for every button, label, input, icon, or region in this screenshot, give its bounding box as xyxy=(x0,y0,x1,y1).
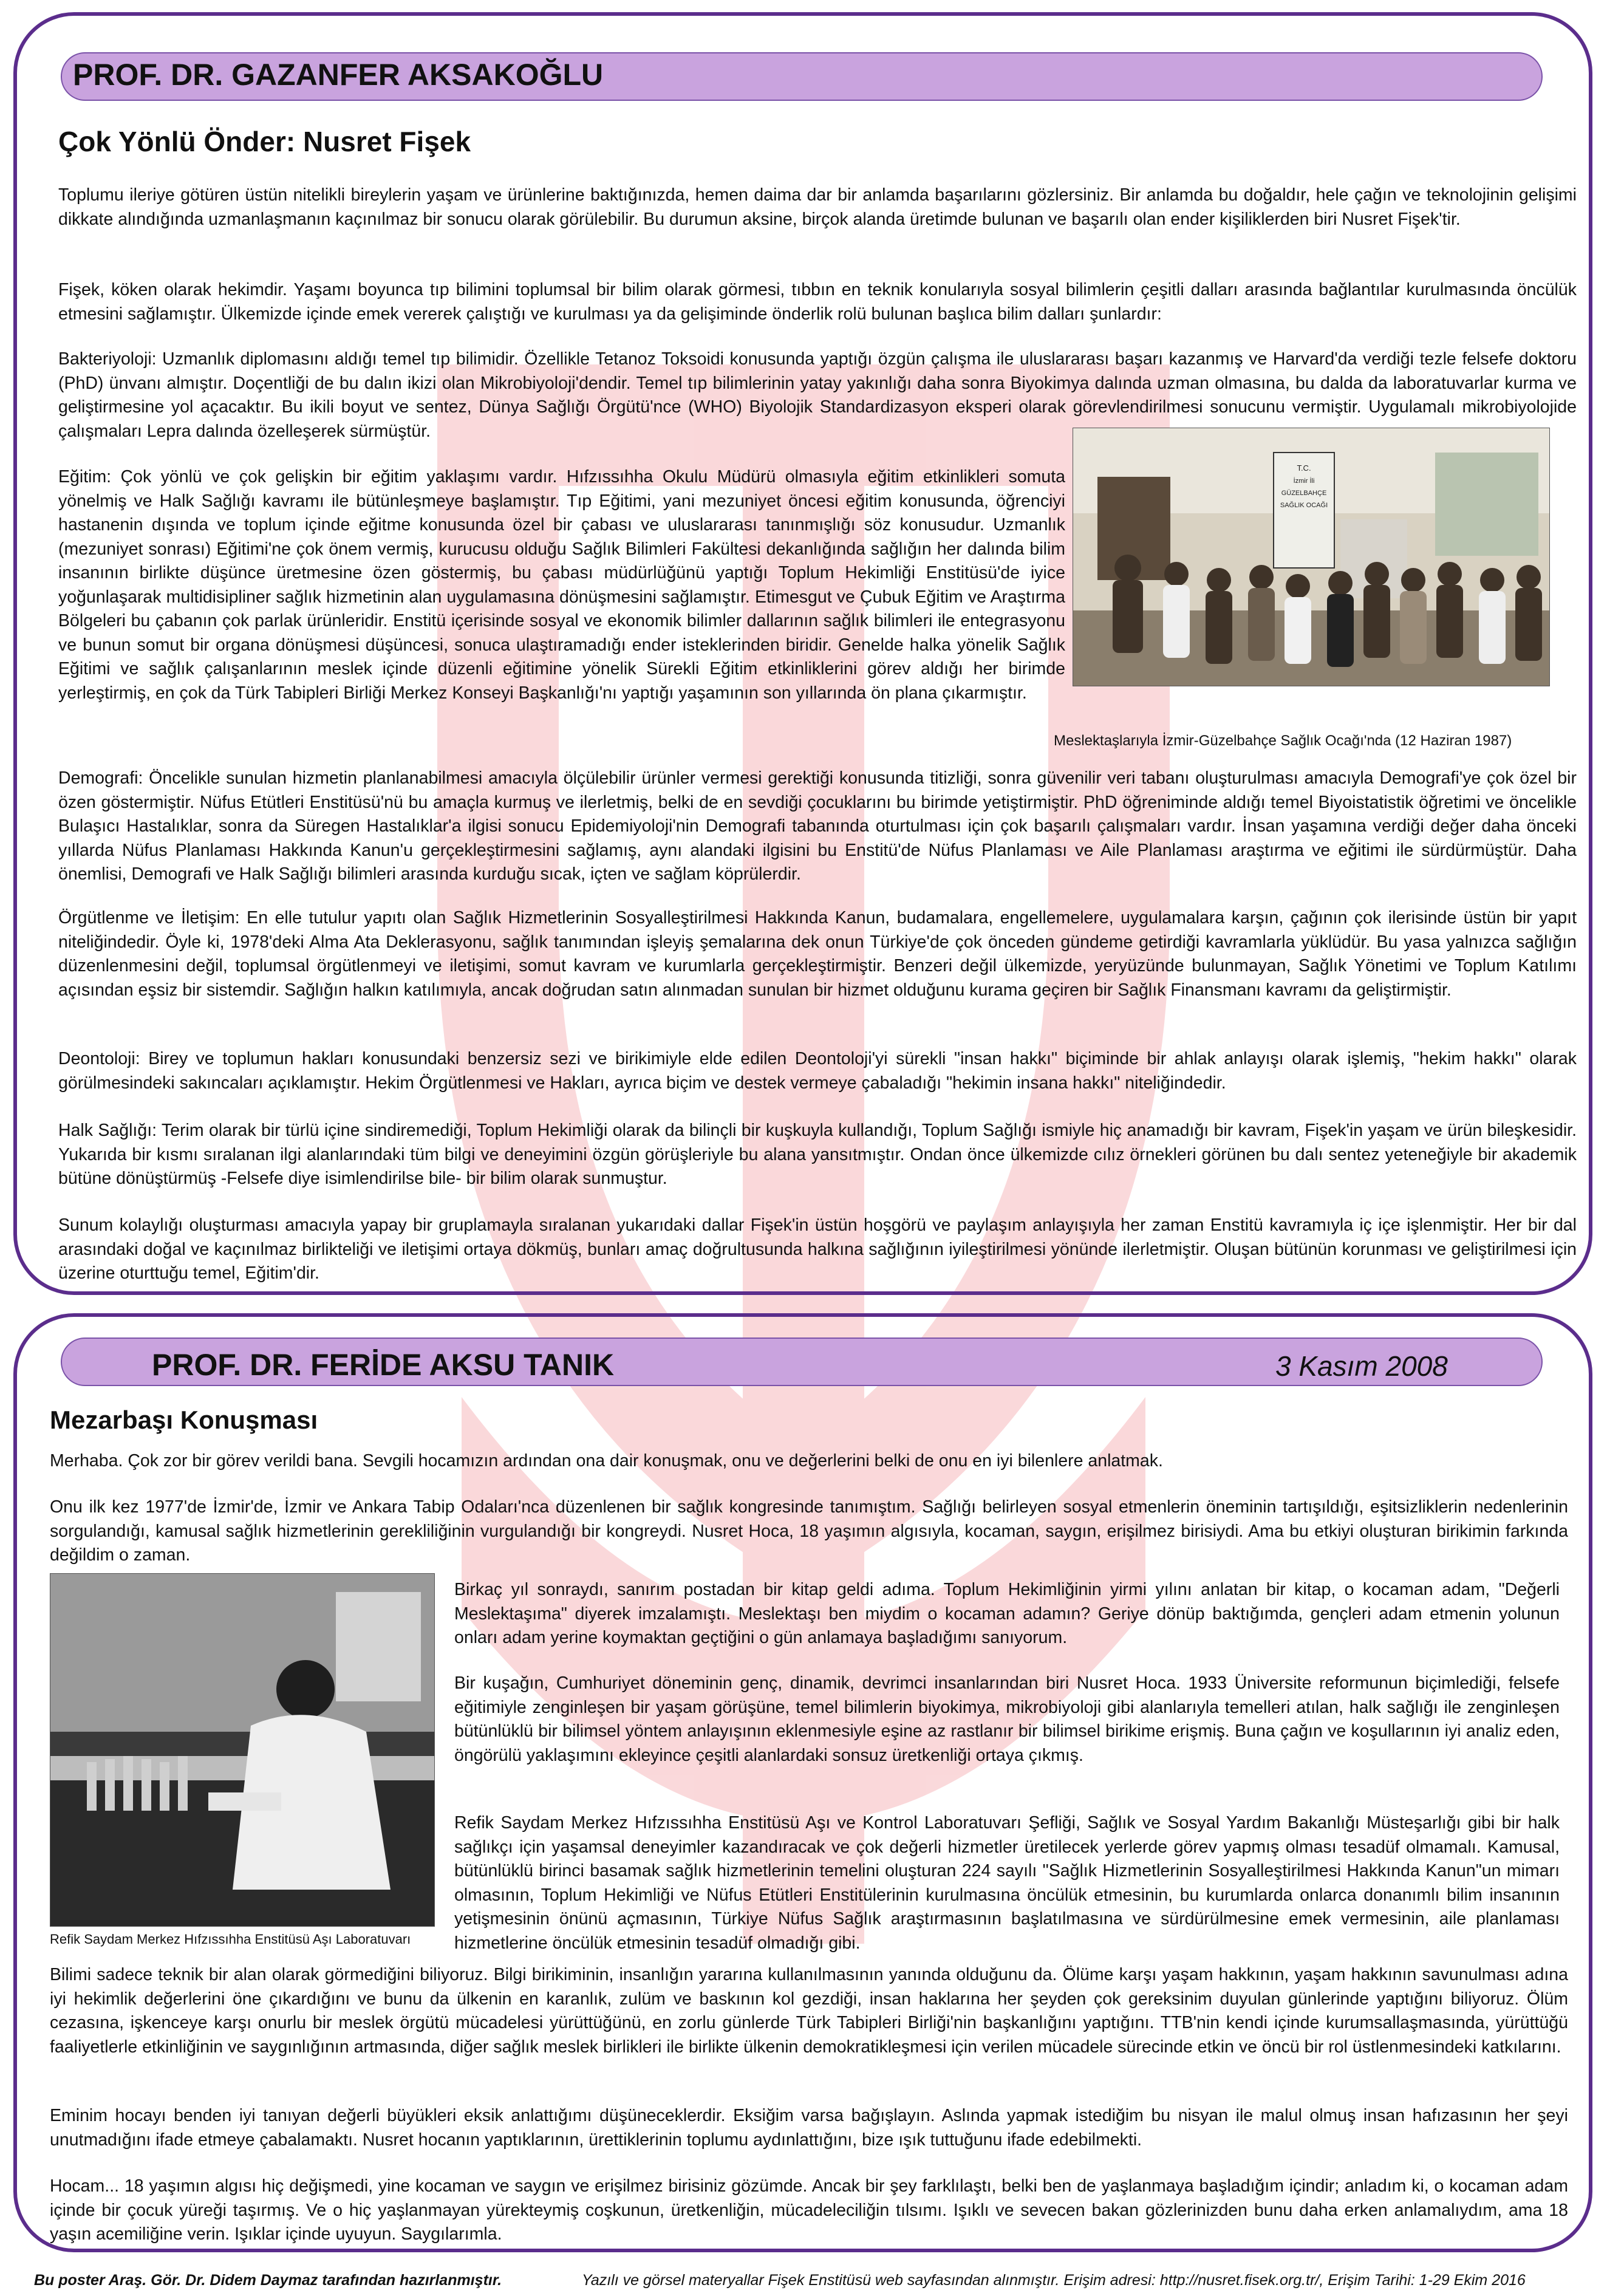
section-2-subtitle: Mezarbaşı Konuşması xyxy=(50,1406,318,1434)
section-1-paragraph: Halk Sağlığı: Terim olarak bir türlü içine sindiremediği, Toplum Hekimliği olarak da bilinçli bir kuşkuyla kullandığı, Toplum Sağlığı ismiyle hiç anamadığı bir kavram, Fişek'in yaşam ve ürün bileşkesidir. Yukarıda bir kısmı sıralanan ilgi alanlarındaki tüm bilgi ve deneyimini özgün görüşleriyle bu alana yansıtmıştır. Ondan önce ülkemizde cılız örnekleri görünen bu dalı sentez yeteneğiyle bir akademik bütüne dönüştürmüş -Felsefe diye isimlendirilse bile- bir bilim olarak sunmuştur. xyxy=(58,1121,1577,1188)
sign-text-line-3: GÜZELBAHÇE xyxy=(1281,490,1327,497)
section-2-author-name: PROF. DR. FERİDE AKSU TANIK xyxy=(152,1348,615,1382)
section-1-subtitle: Çok Yönlü Önder: Nusret Fişek xyxy=(58,126,471,157)
group-photo xyxy=(1073,428,1550,686)
section-2-paragraph: Refik Saydam Merkez Hıfzıssıhha Enstitüsü Aşı ve Kontrol Laboratuvarı Şefliği, Sağlık ve Sosyal Yardım Bakanlığı Müsteşarlığı gibi bir halk sağlıkçı için yaşamsal deneyimler kazandıracak ve çok değerli hizmetler üretilecek yerlerde görev yapmış olması tesadüf olmamalı. Kamusal, bütünlüklü birinci basamak sağlık hizmetlerinin temelini oluşturan 224 sayılı "Sağlık Hizmetlerinin Sosyalleştirilmesi Hakkında Kanun"un mimarı olmasının, Toplum Hekimliği ve Nüfus Etütleri Enstitülerinin kurulmasına öncülük etmesinin, bu kurumlarda onlarca donanımlı bilim insanının yetişmesinin önünü açmasının, Türkiye Nüfus Sağlık araştırmasının başlatılmasına ve sürdürülmesine emek vermesinin, aile planlaması hizmetlerine öncülük etmesinin tesadüf olmadığı gibi. xyxy=(454,1813,1560,1953)
section-1-paragraph: Demografi: Öncelikle sunulan hizmetin planlanabilmesi amacıyla ölçülebilir ürünler vermesi gerektiği konusunda titizliği, sonra güvenilir veri tabanı oluşturulması amacıyla Demografi'ye çok özel bir özen göstermiştir. Nüfus Etütleri Enstitüsü'nü bu amaçla kurmuş ve ilerletmiş, belki de en sevdiği çocuklarını bu birimde yetiştirmiştir. PhD öğreniminde aldığı temel Biyoistatistik öğretimi ve öncelikle Bulaşıcı Hastalıklar, sonra da Süregen Hastalıklar'a ilgisi sonucu Epidemiyoloji'nin Demografi tabanında oturtulması için çok başarılı çalışmaları vardır. İnsan yaşamına verdiği değer daha önceki yıllarda Nüfus Planlaması Hakkında Kanun'u gerçekleştirmesini sağlamış, aynı alandaki ilgisini bu Enstitü'de Nüfus Planlaması ve Aile Planlaması araştırma ve eğitimi ile sürdürmüştür. Daha önemlisi, Demografi ve Halk Sağlığı bilimleri arasında kurduğu sıcak, içten ve sağlam köprülerdir. xyxy=(58,768,1577,884)
sign-text-line-4: SAĞLIK OCAĞI xyxy=(1280,502,1328,509)
section-2-paragraph: Bilimi sadece teknik bir alan olarak görmediğini biliyoruz. Bilgi birikiminin, insanlığın yararına kullanılmasının yanında olduğunu da. Ölüme karşı yaşam hakkının, yaşam hakkının savunulması adına iyi hekimlik değerlerini öne çıkardığını ve bunu da ülkenin en karanlık, zulüm ve baskının kol gezdiği, insan haklarına her şeyden çok gereksinim duyulan günlerinde yaptığını biliyoruz. Ölüm cezasına, işkenceye karşı onurlu bir meslek örgütü mücadelesi yürüttüğünü, en zorlu günlerde Türk Tabipleri Birliği'nin başkanlığını yaptığını. TTB'nin kendi içinde kurumsallaşmasında, yürüttüğü faaliyetlerle etkinliğinin ve saygınlığının artmasında, diğer sağlık meslek birlikleri ile birlikte ülkenin demokratikleşmesi için verilen mücadele sürecinde etkin ve öncü bir rol üstlenmesindeki katkılarını. xyxy=(50,1965,1568,2057)
section-1-paragraph: Fişek, köken olarak hekimdir. Yaşamı boyunca tıp bilimini toplumsal bir bilim olarak görmesi, tıbbın en teknik konularıyla sosyal bilimlerin çeşitli dalları arasında bağlantılar kurulmasında öncülük etmesini sağlamıştır. Ülkemizde içinde emek vererek çalıştığı ve kurulması ya da gelişiminde önderlik rolü bulunan başlıca bilim dalları şunlardır: xyxy=(58,280,1577,324)
section-2-paragraph: Merhaba. Çok zor bir görev verildi bana. Sevgili hocamızın ardından ona dair konuşmak, onu ve değerlerini belki de onu en iyi bilenlere anlatmak. xyxy=(50,1451,1163,1471)
section-1-paragraph: Örgütlenme ve İletişim: En elle tutulur yapıtı olan Sağlık Hizmetlerinin Sosyalleştirilmesi Hakkında Kanun, budamalara, engellemelere, uygulamalara karşın, çağının çok ilerisinde üstün bir yapıt niteliğindedir. Öyle ki, 1978'deki Alma Ata Deklerasyonu, sağlık tanımından işleyiş şemalarına dek onun Türkiye'de çok önceden gündeme getirdiği kavramlarla yüklüdür. Bu yasa yalnızca sağlığın düzenlenmesini değil, toplumsal örgütlenmeyi ve iletişimi, somut kavram ve kurumlarla gerçekleştirmiştir. Benzeri değil ülkemizde, yeryüzünde bulunmayan, Sağlık Yönetimi ve Toplum Katılımı açısından eşsiz bir sistemdir. Sağlığın halkın katılımıyla, ancak doğrudan satın alınmadan sunulan bir hizmet olduğunu kurama geçiren bir Sağlık Finansmanı kavramı da geliştirmiştir. xyxy=(58,908,1577,1000)
footer-credit: Bu poster Araş. Gör. Dr. Didem Daymaz tarafından hazırlanmıştır. xyxy=(34,2272,502,2289)
section-2-paragraph: Onu ilk kez 1977'de İzmir'de, İzmir ve Ankara Tabip Odaları'nca düzenlenen bir sağlık kongresinde tanımıştım. Sağlığı belirleyen sosyal etmenlerin öneminin tartışıldığı, eşitsizliklerin nedenlerinin sorgulandığı, kamusal sağlık hizmetlerinin gerekliliğinin vurgulandığı bir kongreydi. Nusret Hoca, 18 yaşımın algısıyla, kocaman, saygın, erişilmez birisiydi. Ama bu etkiyi oluşturan birikimin farkında değildim o zaman. xyxy=(50,1497,1568,1565)
section-2-paragraph: Eminim hocayı benden iyi tanıyan değerli büyükleri eksik anlattığımı düşüneceklerdir. Eksiğim varsa bağışlayın. Aslında yapmak istediğim bu nisyan ile malul olmuş insan hafızasının her şeyi unutmadığını ifade etmeye çabalamaktı. Nusret hocanın yaptıklarının, ürettiklerinin toplumu aydınlattığını, bize ışık tuttuğunu ifade edebilmekti. xyxy=(50,2106,1568,2150)
section-2-paragraph: Hocam... 18 yaşımın algısı hiç değişmedi, yine kocaman ve saygın ve erişilmez birisiniz gözümde. Ancak bir şey farklılaştı, belki ben de yaşlanmaya başladığım içindir; anladım ki, o kocaman adam içinde bir çocuk yüreği taşırmış. Ve o hiç yaşlanmayan yürekteymiş coşkunun, üretkenliğin, mücadeleciliğin tılsımı. Işıklı ve sevecen bakan gözlerinizden bunu daha erken anlamalıydım, ama 18 yaşın acemiliğine verin. Işıklar içinde uyuyun. Saygılarımla. xyxy=(50,2176,1568,2244)
section-1-paragraph: Bakteriyoloji: Uzmanlık diplomasını aldığı temel tıp bilimidir. Özellikle Tetanoz Toksoidi konusunda yaptığı özgün çalışma ile uluslararası başarı kazanmış ve Harvard'da verdiği tezle felsefe doktoru (PhD) ünvanı almıştır. Doçentliği de bu dalın ikizi olan Mikrobiyoloji'dendir. Temel tıp bilimlerinin yatay yakınlığı daha sonra Biyokimya dalında uzman olmasına, bu dalda da laboratuvarlar kurma ve geliştirmesine yol açacaktır. Bu ikili boyut ve sentez, Dünya Sağlığı Örgütü'nce (WHO) Biyolojik Standardizasyon eksperi olarak görevlendirilmesi sonucunu vermiştir. Uygulamalı mikrobiyolojide çalışmaları Lepra dalında özelleşerek sürmüştür. xyxy=(58,349,1577,441)
section-1-paragraph: Deontoloji: Birey ve toplumun hakları konusundaki benzersiz sezi ve birikimiyle elde edilen Deontoloji'yi sürekli "insan hakkı" biçiminde bir ahlak anlayışı olarak işlemiş, "hekim hakkı" olarak görülmesindeki sakıncaları açıklamıştır. Hekim Örgütlenmesi ve Hakları, ayrıca biçim ve destek vermeye çabaladığı "hekimin insana hakkı" niteliğindedir. xyxy=(58,1049,1577,1093)
sign-text-line-1: T.C. xyxy=(1297,463,1311,473)
sign-text-line-2: İzmir İli xyxy=(1293,477,1315,485)
section-2-paragraph: Bir kuşağın, Cumhuriyet döneminin genç, dinamik, devrimci insanlarından biri Nusret Hoca. 1933 Üniversite reformunun biçimlediği, felsefe eğitimiyle zenginleşen bir yaşam görüşüne, temel bilimlerin biyokimya, mikrobiyoloji gibi alanlarıyla temelleri atılan, halk sağlığı ile zenginleşen bütünlüklü bir bilimsel yöntem anlayışının eklenmesiyle eşine az rastlanır bir bilimsel birikime erişmiş. Buna çağın ve koşullarının iyi analiz eden, öngörülü yaklaşımını ekleyince çeşitli alanlardaki sonsuz üretkenliği ortaya çıkmış. xyxy=(454,1673,1560,1765)
footer-source: Yazılı ve görsel materyallar Fişek Enstitüsü web sayfasından alınmıştır. Erişim adresi: http://nusret.fisek.org.tr/, Erişim Tarihi: 1-29 Ekim 2016 xyxy=(582,2272,1526,2289)
laboratory-photo-caption: Refik Saydam Merkez Hıfzıssıhha Enstitüsü Aşı Laboratuvarı xyxy=(50,1932,411,1947)
section-1-paragraph: Eğitim: Çok yönlü ve çok gelişkin bir eğitim yaklaşımı vardır. Hıfzıssıhha Okulu Müdürü olmasıyla eğitim etkinlikleri somuta yönelmiş ve Halk Sağlığı kavramı ile bütünleşmeye başlamıştır. Tıp Eğitimi, yani mezuniyet öncesi eğitim konusunda, öğrenciyi hastanenin dışında ve toplum içinde eğitme konusunda özel bir çabası ve uluslararası tanınmışlığı söz konusudur. Uzmanlık (mezuniyet sonrası) Eğitimi'ne çok önem vermiş, kurucusu olduğu Sağlık Bilimleri Fakültesi dekanlığında sağlığın her dalında bilim insanının birlikte düşünce üretmesine özen göstermiş, bu çabası müdürlüğünü yaptığı Toplum Hekimliği Enstitüsü'de iyice yoğunlaşarak multidisipliner sağlık hizmetinin alan uygulamasına dönüşmesini sağlamıştır. Etimesgut ve Çubuk Eğitim ve Araştırma Bölgeleri bu çabanın çok parlak ürünleridir. Enstitü içerisinde sosyal ve ekonomik bilimler dallarının sağlık bilimleri ile entegrasyonu ve bunun somut bir organa dönüşmesi düşüncesi, sonuca ulaştıramadığı ender isteklerinden biridir. Genelde halka yönelik Sağlık Eğitimi ve sağlık çalışanlarının meslek içinde düzenli eğitimine yönelik Sürekli Eğitim etkinliklerini görev aldığı her birimde yerleştirmiş, en çok da Türk Tabipleri Birliği Merkez Konseyi Başkanlığı'nı yaptığı yaşamının son yıllarında ön plana çıkarmıştır. xyxy=(58,467,1065,703)
speech-date: 3 Kasım 2008 xyxy=(1275,1350,1448,1382)
group-photo-caption: Meslektaşlarıyla İzmir-Güzelbahçe Sağlık Ocağı'nda (12 Haziran 1987) xyxy=(1054,733,1512,749)
laboratory-photo xyxy=(50,1573,435,1927)
section-1-paragraph: Sunum kolaylığı oluşturması amacıyla yapay bir gruplamayla sıralanan yukarıdaki dallar Fişek'in üstün hoşgörü ve paylaşım anlayışıyla her zaman Enstitü kavramıyla iç içe işlenmiştir. Her bir dal arasındaki doğal ve kaçınılmaz birlikteliği ve iletişimi ortaya dökmüş, bunları amaç doğrultusunda halkına sağlığının iyileştirilmesi yönünde ilerletmiştir. Oluşan bütünün korunması ve geliştirilmesi için üzerine oturttuğu temel, Eğitim'dir. xyxy=(58,1215,1577,1283)
section-1-author-name: PROF. DR. GAZANFER AKSAKOĞLU xyxy=(73,58,604,92)
section-2-paragraph: Birkaç yıl sonraydı, sanırım postadan bir kitap geldi adıma. Toplum Hekimliğinin yirmi yılını anlatan bir kitap, o kocaman adam, "Değerli Meslektaşıma" diyerek imzalamıştı. Meslektaşı ben miydim o kocaman adamın? Geriye dönüp baktığımda, gençleri adam etmenin yolunun onları adam yerine koymaktan geçtiğini o gün anlamaya başladığımı sanıyorum. xyxy=(454,1580,1560,1647)
section-1-paragraph: Toplumu ileriye götüren üstün nitelikli bireylerin yaşam ve ürünlerine baktığınızda, hemen daima dar bir anlamda başarılarını gözlersiniz. Bir anlamda bu doğaldır, hele çağın ve teknolojinin gelişimi dikkate alındığında uzmanlaşmanın kaçınılmaz bir sonucu olarak görülebilir. Bu durumun aksine, birçok alanda üretimde bulunan ve başarılı olan ender kişiliklerden biri Nusret Fişek'tir. xyxy=(58,185,1577,229)
